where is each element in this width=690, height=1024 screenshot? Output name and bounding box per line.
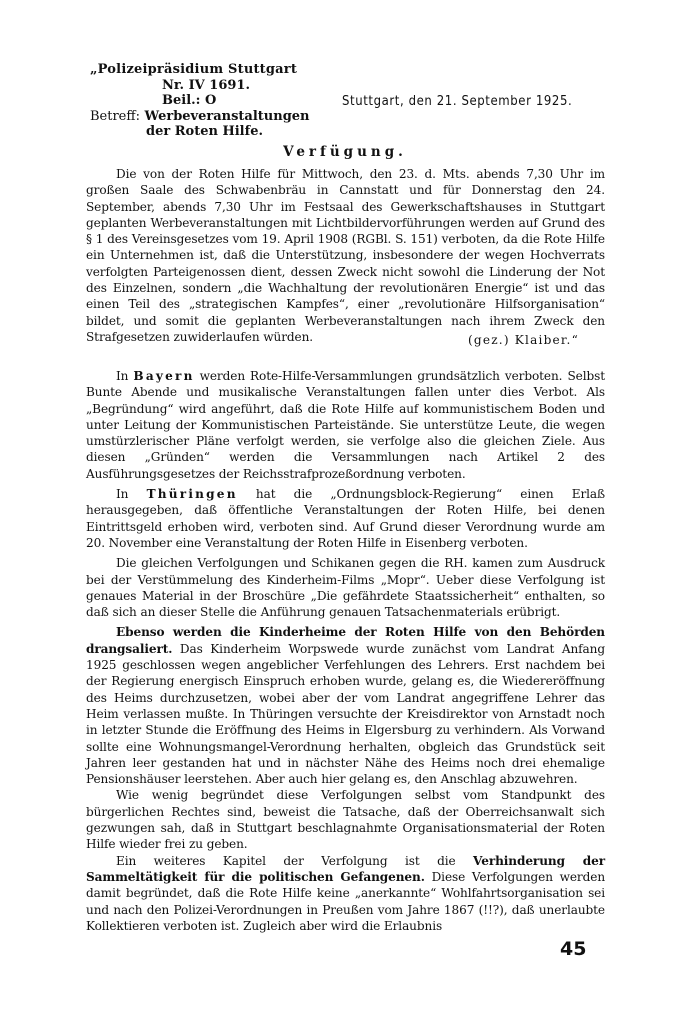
- subject-label: Betreff:: [90, 108, 140, 124]
- sammel-emphasis: Verhinderung der Sammeltätigkeit für die politischen Gefangenen.: [86, 853, 605, 884]
- paragraph-bayern: [86, 368, 605, 482]
- paragraph-kinderheime: [86, 624, 605, 787]
- bayern-lead: In: [116, 369, 129, 383]
- decree-title: Verfügung.: [283, 144, 407, 160]
- sammel-lead: Ein weiteres Kapitel der Verfolgung ist die: [116, 853, 456, 868]
- bayern-emphasis: Bayern: [133, 369, 195, 383]
- dateline: Stuttgart, den 21. September 1925.: [342, 94, 573, 109]
- subject-line: [90, 109, 330, 125]
- letterhead: [90, 62, 330, 140]
- sammel-text: Diese Verfolgungen werden damit begründet, daß die Rote Hilfe keine „anerkannte“ Wohlfahrtsorganisation sei und nach den Polizei-Verordnungen in Preußen vom Jahre 1867 (!!?), daß unerlaubte Kollektieren verboten ist. Zugleich aber wird die Erlaubnis: [86, 869, 606, 933]
- reference-number: Nr. IV 1691.: [162, 77, 250, 93]
- paragraph-sammeltaetigkeit: [86, 853, 605, 934]
- page-number: 45: [560, 938, 587, 960]
- bayern-text: werden Rote-Hilfe-Versammlungen grundsätzlich verboten. Selbst Bunte Abende und musikalische Veranstaltungen fallen unter dies Verbot. Als „Begründung“ wird angeführt, daß die Rote Hilfe auf kommunistischem Boden und unter Leitung der Kommunistischen Parteistände. Sie unterstütze Leute, die wegen umstürzlerischer Pläne verfolgt werden, sie verfolge also die gleichen Ziele. Aus diesen „Gründen“ werden die Versammlungen nach Artikel 2 des Ausführungsgesetzes der Reichsstrafprozeßordnung verboten.: [86, 369, 605, 481]
- paragraph-thueringen: [86, 486, 605, 551]
- thueringen-lead: In: [116, 487, 129, 502]
- thueringen-text: hat die „Ordnungsblock-Regierung“ einen Erlaß herausgegeben, daß öffentliche Veranstaltungen der Roten Hilfe, bei denen Eintrittsgeld erhoben wird, verboten sind. Auf Grund dieser Verordnung wurde am 20. November eine Veranstaltung der Roten Hilfe in Eisenberg verboten.: [86, 487, 605, 550]
- decree-paragraph: Die von der Roten Hilfe für Mittwoch, den 23. d. Mts. abends 7,30 Uhr im großen Saale des Schwabenbräu in Cannstatt und für Donnerstag den 24. September, abends 7,30 Uhr im Festsaal des Gewerkschaftshauses in Stuttgart geplanten Werbeveranstaltungen mit Lichtbildervorführungen werden auf Grund des § 1 des Vereinsgesetzes vom 19. April 1908 (RGBl. S. 151) verboten, da die Rote Hilfe ein Unternehmen ist, daß die Unterstützung, insbesondere der wegen Hochverrats verfolgten Parteigenossen dient, dessen Zweck nicht sowohl die Linderung der Not des Einzelnen, sondern „die Wachhaltung der revolutionären Energie“ ist und das einen Teil des „strategischen Kampfes“, einer „revolutionäre Hilfsorganisation“ bildet, und somit die geplanten Werbeveranstaltungen nach ihrem Zweck den Strafgesetzen zuwiderlaufen würden.: [86, 167, 605, 344]
- subject-text-2: der Roten Hilfe.: [146, 124, 264, 139]
- authority-name: „Polizeipräsidium Stuttgart: [90, 62, 298, 77]
- subject-text-1: Werbeveranstaltungen: [144, 108, 310, 124]
- kinderheime-text: Das Kinderheim Worpswede wurde zunächst vom Landrat Anfang 1925 geschlossen wegen angeblicher Verfehlungen des Lehrers. Erst nachdem bei der Regierung energisch Einspruch erhoben wurde, gelang es, die Wiedereröffnung des Heims durchzusetzen, wobei aber der vom Landrat angegriffene Lehrer das Heim verlassen mußte. In Thüringen versuchte der Kreisdirektor von Arnstadt noch in letzter Stunde die Eröffnung des Heims in Elgersburg zu verhindern. Als Vorwand sollte eine Wohnungsmangel-Verordnung herhalten, obgleich das Grundstück seit Jahren leer gestanden hat und in nächster Nähe des Heims noch drei ehemalige Pensionshäuser leerstehen. Aber auch hier gelang es, den Anschlag abzuwehren.: [86, 641, 605, 787]
- thueringen-emphasis: Thüringen: [146, 487, 238, 502]
- enclosure-note: Beil.: O: [162, 93, 217, 108]
- signature: (gez.) Klaiber.“: [468, 333, 579, 347]
- paragraph-rechtsanwalt: Wie wenig begründet diese Verfolgungen selbst vom Standpunkt des bürgerlichen Rechtes sind, beweist die Tatsache, daß der Oberreichsanwalt sich gezwungen sah, daß in Stuttgart beschlagnahmte Organisationsmaterial der Roten Hilfe wieder frei zu geben.: [86, 788, 605, 852]
- main-text: [86, 368, 605, 938]
- kinderheime-emphasis: Ebenso werden die Kinderheime der Roten Hilfe von den Behörden drangsaliert.: [86, 625, 605, 656]
- paragraph-film: Die gleichen Verfolgungen und Schikanen gegen die RH. kamen zum Ausdruck bei der Verstümmelung des Kinderheim-Films „Mopr“. Ueber diese Verfolgung ist genaues Material in der Broschüre „Die gefährdete Staatssicherheit“ enthalten, so daß sich an dieser Stelle die Anführung genauen Tatsachenmaterials erübrigt.: [86, 556, 605, 620]
- decree-text: [86, 166, 605, 345]
